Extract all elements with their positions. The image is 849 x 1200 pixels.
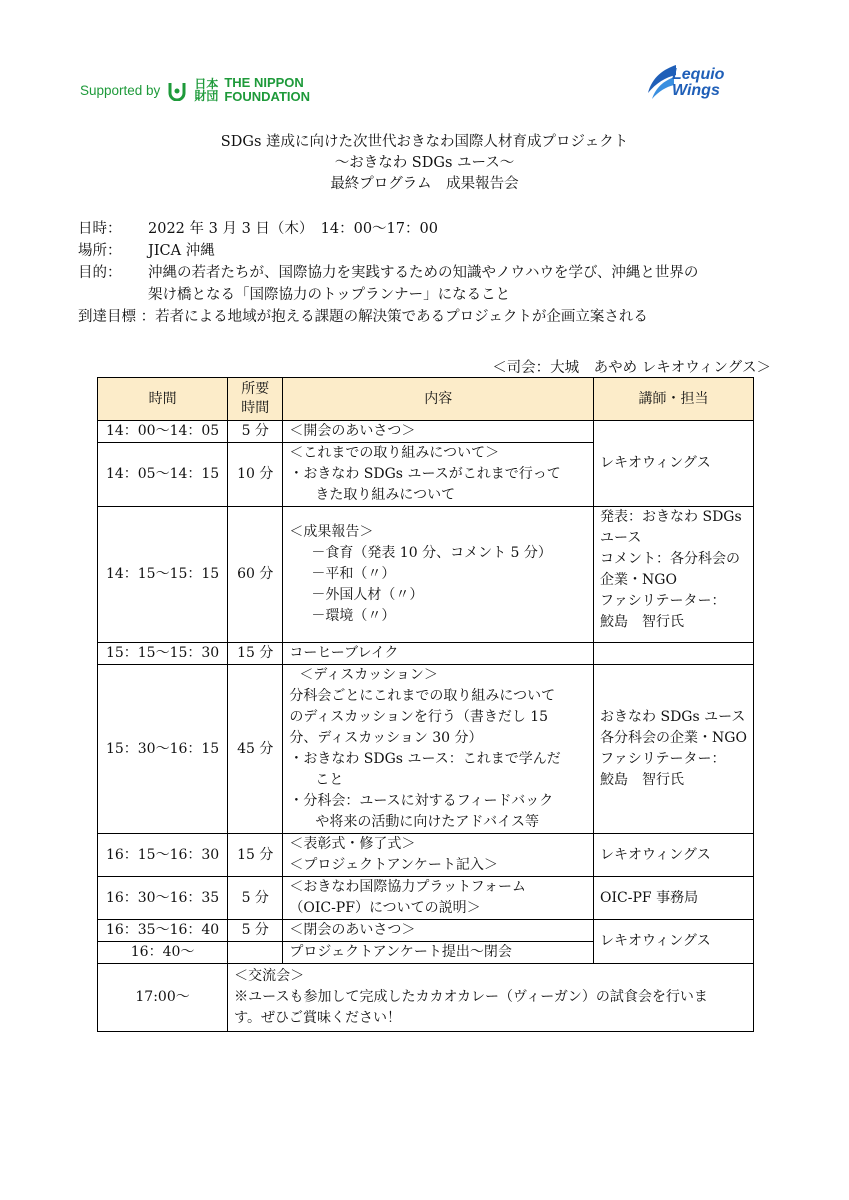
row-presenter: レキオウィングス	[594, 920, 754, 964]
schedule-table	[97, 377, 754, 1032]
content-line: ＜これまでの取り組みについて＞	[289, 445, 500, 461]
mc-note: ＜司会：大城 あやめ レキオウィングス＞	[492, 360, 771, 376]
header-presenter: 講師・担当	[594, 378, 754, 421]
presenter-line: コメント：各分科会の	[600, 551, 741, 567]
row-content	[283, 643, 594, 665]
content-line: こと	[315, 772, 344, 788]
content-line: 分科会ごとにこれまでの取り組みについて	[289, 688, 556, 704]
content-line: ＜プロジェクトアンケート記入＞	[289, 857, 498, 873]
table-row	[98, 834, 754, 877]
table-row	[98, 643, 754, 665]
content-line: －環境（〃）	[311, 608, 396, 624]
lequio-wings-logo	[646, 63, 741, 105]
row-time: 15：15～15：30	[98, 643, 228, 665]
lequio-text-2: Wings	[672, 82, 720, 99]
content-line: きた取り組みについて	[315, 487, 456, 503]
row-content	[283, 920, 594, 942]
purpose-label: 目的：	[78, 265, 122, 281]
content-line: ＜表彰式・修了式＞	[289, 836, 416, 852]
document-titles	[0, 132, 849, 195]
purpose-line-1: 沖縄の若者たちが、国際協力を実践するための知識やノウハウを学び、沖縄と世界の	[148, 265, 699, 281]
title-line-1: SDGs 達成に向けた次世代おきなわ国際人材育成プロジェクト	[220, 134, 629, 150]
presenter-line: 鮫島 智行氏	[600, 772, 685, 788]
content-line: ・分科会：ユースに対するフィードバック	[289, 793, 554, 809]
presenter-line: おきなわ SDGs ユース	[600, 709, 746, 725]
event-info	[78, 218, 698, 328]
row-content	[228, 964, 754, 1032]
header-duration-2: 時間	[241, 400, 270, 416]
row-duration	[228, 942, 283, 964]
row-time: 16：30～16：35	[98, 877, 228, 920]
header-duration-1: 所要	[241, 381, 270, 397]
nippon-foundation-icon	[166, 79, 188, 101]
nf-kanji	[194, 78, 218, 102]
place-label: 場所：	[78, 243, 122, 259]
content-line: コーヒーブレイク	[289, 645, 399, 661]
table-row	[98, 507, 754, 643]
nf-name-1: THE NIPPON	[224, 75, 304, 90]
content-line: ＜成果報告＞	[289, 524, 374, 540]
row-content	[283, 942, 594, 964]
row-time: 14：15～15：15	[98, 507, 228, 643]
title-line-2: ～おきなわ SDGs ユース～	[334, 155, 515, 171]
title-line-3: 最終プログラム 成果報告会	[330, 176, 519, 192]
row-presenter: レキオウィングス	[594, 834, 754, 877]
row-time: 16：15～16：30	[98, 834, 228, 877]
presenter-line: ファシリテーター：	[600, 593, 726, 609]
place-value: JICA 沖縄	[148, 243, 215, 259]
row-time: 16：40～	[98, 942, 228, 964]
date-value: 2022 年 3 月 3 日（木） 14：00～17：00	[148, 221, 438, 237]
row-time: 14：05～14：15	[98, 443, 228, 507]
row-time: 14：00～14：05	[98, 421, 228, 443]
row-content	[283, 877, 594, 920]
table-header-row	[98, 378, 754, 421]
nf-kanji-2: 財団	[194, 89, 219, 103]
table-row	[98, 920, 754, 942]
row-time: 16：35～16：40	[98, 920, 228, 942]
header-duration	[228, 378, 283, 421]
content-line: ※ユースも参加して完成したカカオカレー（ヴィーガン）の試食会を行いま	[234, 989, 708, 1005]
row-duration: 15 分	[228, 834, 283, 877]
goal-text: 到達目標 ：若者による地域が抱える課題の解決策であるプロジェクトが企画立案される	[78, 309, 648, 325]
row-duration: 60 分	[228, 507, 283, 643]
row-duration: 45 分	[228, 665, 283, 834]
content-line: 分、ディスカッション 30 分）	[289, 730, 483, 746]
table-row	[98, 964, 754, 1032]
table-row	[98, 665, 754, 834]
content-line: （OIC-PF）についての説明＞	[289, 900, 481, 916]
row-content	[283, 507, 594, 643]
lequio-text-1: Lequio	[672, 66, 725, 83]
presenter-line: 鮫島 智行氏	[600, 614, 685, 630]
row-presenter	[594, 507, 754, 643]
row-presenter: OIC-PF 事務局	[594, 877, 754, 920]
table-row	[98, 421, 754, 443]
content-line: ・おきなわ SDGs ユース：これまで学んだ	[289, 751, 561, 767]
table-row	[98, 877, 754, 920]
purpose-line-2: 架け橋となる「国際協力のトップランナー」になること	[148, 287, 511, 303]
row-presenter	[594, 665, 754, 834]
row-content	[283, 665, 594, 834]
content-line: ＜交流会＞	[234, 968, 305, 984]
date-label: 日時：	[78, 221, 122, 237]
row-time: 15：30～16：15	[98, 665, 228, 834]
content-line: ・おきなわ SDGs ユースがこれまで行って	[289, 466, 561, 482]
nf-name	[224, 76, 310, 104]
content-line: －平和（〃）	[311, 566, 396, 582]
row-duration: 5 分	[228, 877, 283, 920]
supported-by-text: Supported by	[80, 82, 161, 98]
row-content	[283, 834, 594, 877]
content-line: のディスカッションを行う（書きだし 15	[289, 709, 549, 725]
content-line: ＜おきなわ国際協力プラットフォーム	[289, 879, 526, 895]
presenter-line: 発表：おきなわ SDGs	[600, 509, 742, 525]
content-line: や将来の活動に向けたアドバイス等	[315, 814, 539, 830]
nf-name-2: FOUNDATION	[224, 89, 311, 104]
presenter-line: 各分科会の企業・NGO	[600, 730, 747, 746]
row-content	[283, 421, 594, 443]
row-duration: 5 分	[228, 920, 283, 942]
row-presenter-empty	[594, 643, 754, 665]
content-line: ＜開会のあいさつ＞	[289, 423, 416, 439]
row-content	[283, 443, 594, 507]
presenter-line: ユース	[600, 530, 642, 546]
content-line: プロジェクトアンケート提出～閉会	[289, 944, 512, 960]
header-time: 時間	[98, 378, 228, 421]
content-line: －外国人材（〃）	[311, 587, 424, 603]
presenter-line: 企業・NGO	[600, 572, 677, 588]
content-line: －食育（発表 10 分、コメント 5 分）	[311, 545, 552, 561]
header-content: 内容	[283, 378, 594, 421]
content-line: ＜閉会のあいさつ＞	[289, 922, 416, 938]
row-presenter: レキオウィングス	[594, 421, 754, 507]
content-line: す。ぜひご賞味ください！	[234, 1010, 402, 1026]
row-duration: 5 分	[228, 421, 283, 443]
row-time: 17:00～	[98, 964, 228, 1032]
nf-kanji-1: 日本	[194, 77, 219, 91]
content-line: ＜ディスカッション＞	[299, 667, 438, 683]
row-duration: 15 分	[228, 643, 283, 665]
presenter-line: ファシリテーター：	[600, 751, 726, 767]
nippon-foundation-logo	[80, 72, 310, 108]
row-duration: 10 分	[228, 443, 283, 507]
